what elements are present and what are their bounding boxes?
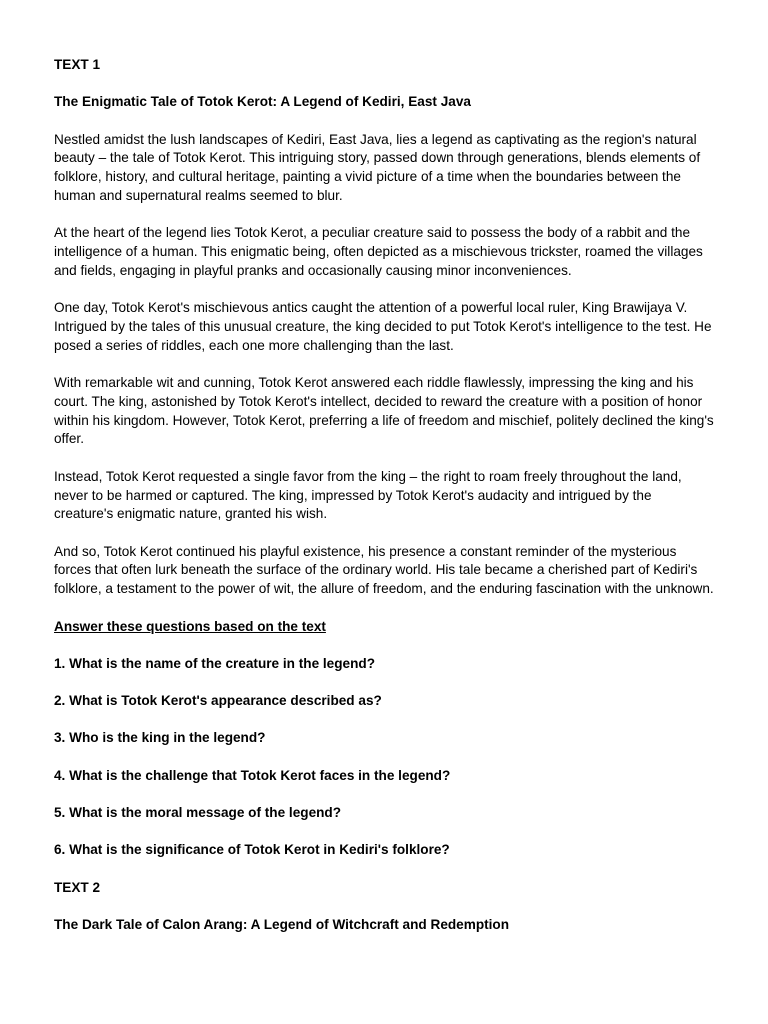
text1-title: The Enigmatic Tale of Totok Kerot: A Legend of Kediri, East Java	[54, 94, 471, 110]
text2-title: The Dark Tale of Calon Arang: A Legend of Witchcraft and Redemption	[54, 916, 510, 932]
text1-paragraph: With remarkable wit and cunning, Totok Kerot answered each riddle flawlessly, impressing the king and his court. The king, astonished by Totok Kerot's intellect, decided to reward the creature with a position of honor within his kingdom. However, Totok Kerot, preferring a life of freedom and mischief, politely declined the king's offer.	[54, 375, 714, 447]
question-item: 4. What is the challenge that Totok Kerot faces in the legend?	[54, 767, 451, 783]
text2-label: TEXT 2	[54, 879, 101, 895]
question-item: 5. What is the moral message of the legend?	[54, 805, 342, 821]
questions-instruction: Answer these questions based on the text	[54, 618, 326, 634]
question-item: 2. What is Totok Kerot's appearance described as?	[54, 693, 382, 709]
text1-label: TEXT 1	[54, 57, 101, 72]
text1-paragraph: One day, Totok Kerot's mischievous antics caught the attention of a powerful local ruler, King Brawijaya V. Intrigued by the tales of this unusual creature, the king decided to put Totok Kerot's intelligence to the test. He posed a series of riddles, each one more challenging than the last.	[54, 300, 712, 353]
question-item: 3. Who is the king in the legend?	[54, 730, 266, 746]
question-item: 6. What is the significance of Totok Kerot in Kediri's folklore?	[54, 842, 450, 858]
text1-paragraph: Nestled amidst the lush landscapes of Kediri, East Java, lies a legend as captivating as the region's natural beauty – the tale of Totok Kerot. This intriguing story, passed down through generations, blends elements of folklore, history, and cultural heritage, painting a vivid picture of a time when the boundaries between the human and supernatural realms seemed to blur.	[54, 131, 701, 203]
question-item: 1. What is the name of the creature in the legend?	[54, 655, 376, 671]
text1-paragraph: And so, Totok Kerot continued his playful existence, his presence a constant reminder of the mysterious forces that often lurk beneath the surface of the ordinary world. His tale became a cherished part of Kediri's folklore, a testament to the power of wit, the allure of freedom, and the enduring fascination with the unknown.	[54, 543, 714, 597]
text1-paragraph: At the heart of the legend lies Totok Kerot, a peculiar creature said to possess the body of a rabbit and the intelligence of a human. This enigmatic being, often depicted as a mischievous trickster, roamed the villages and fields, engaging in playful pranks and occasionally causing minor inconveniences.	[54, 225, 703, 278]
text1-paragraph: Instead, Totok Kerot requested a single favor from the king – the right to roam freely throughout the land, never to be harmed or captured. The king, impressed by Totok Kerot's audacity and intrigued by the creature's enigmatic nature, granted his wish.	[54, 468, 682, 522]
